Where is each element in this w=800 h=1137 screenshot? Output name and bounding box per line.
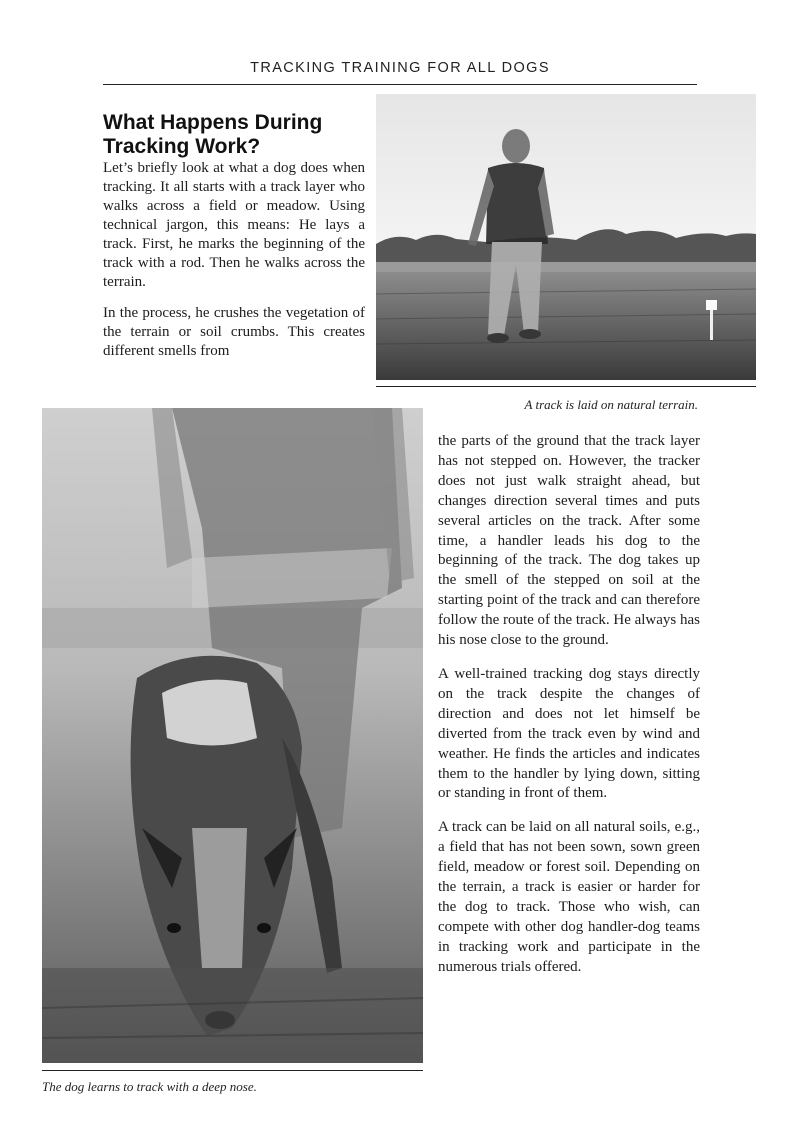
caption-rule [42, 1070, 423, 1071]
lead-text-column [103, 159, 365, 361]
section-heading: What Happens During Tracking Work? [103, 111, 323, 158]
caption-rule [376, 386, 756, 387]
photo-caption: The dog learns to track with a deep nose. [42, 1079, 257, 1094]
track-layer-photo [376, 94, 756, 380]
running-header: TRACKING TRAINING FOR ALL DOGS [250, 60, 550, 76]
continued-text-column [438, 432, 700, 978]
header-rule [103, 84, 697, 85]
paragraph: the parts of the ground that the track layer has not stepped on. However, the tracker does not just walk straight ahead, but changes direction several times and puts several articles on the track. After some time, a handler leads his dog to the beginning of the track. The dog takes up the smell of the stepped on soil at the starting point of the track and can therefore follow the route of the track. He always has his nose close to the ground. [438, 433, 700, 649]
paragraph: A track can be laid on all natural soils, e.g., a field that has not been sown, sown green field, meadow or forest soil. Depending on the terrain, a track is easier or harder for the dog to track. Those who wish, can compete with other dog handler-dog teams in tracking work and participate in the numerous trials offered. [438, 819, 700, 975]
paragraph: A well-trained tracking dog stays directly on the track despite the changes of direction and does not let himself be diverted from the track even by wind and weather. He finds the articles and indicates them to the handler by lying down, sitting or standing in front of them. [438, 665, 700, 802]
paragraph: Let’s briefly look at what a dog does when tracking. It all starts with a track layer who walks across a field or meadow. Using technical jargon, this means: He lays a track. First, he marks the beginning of the track with a rod. Then he walks across the terrain. [103, 160, 365, 290]
paragraph: In the process, he crushes the vegetation of the terrain or soil crumbs. This creates different smells from [103, 305, 365, 359]
photo-caption: A track is laid on natural terrain. [524, 397, 698, 412]
tracking-dog-photo [42, 408, 423, 1063]
